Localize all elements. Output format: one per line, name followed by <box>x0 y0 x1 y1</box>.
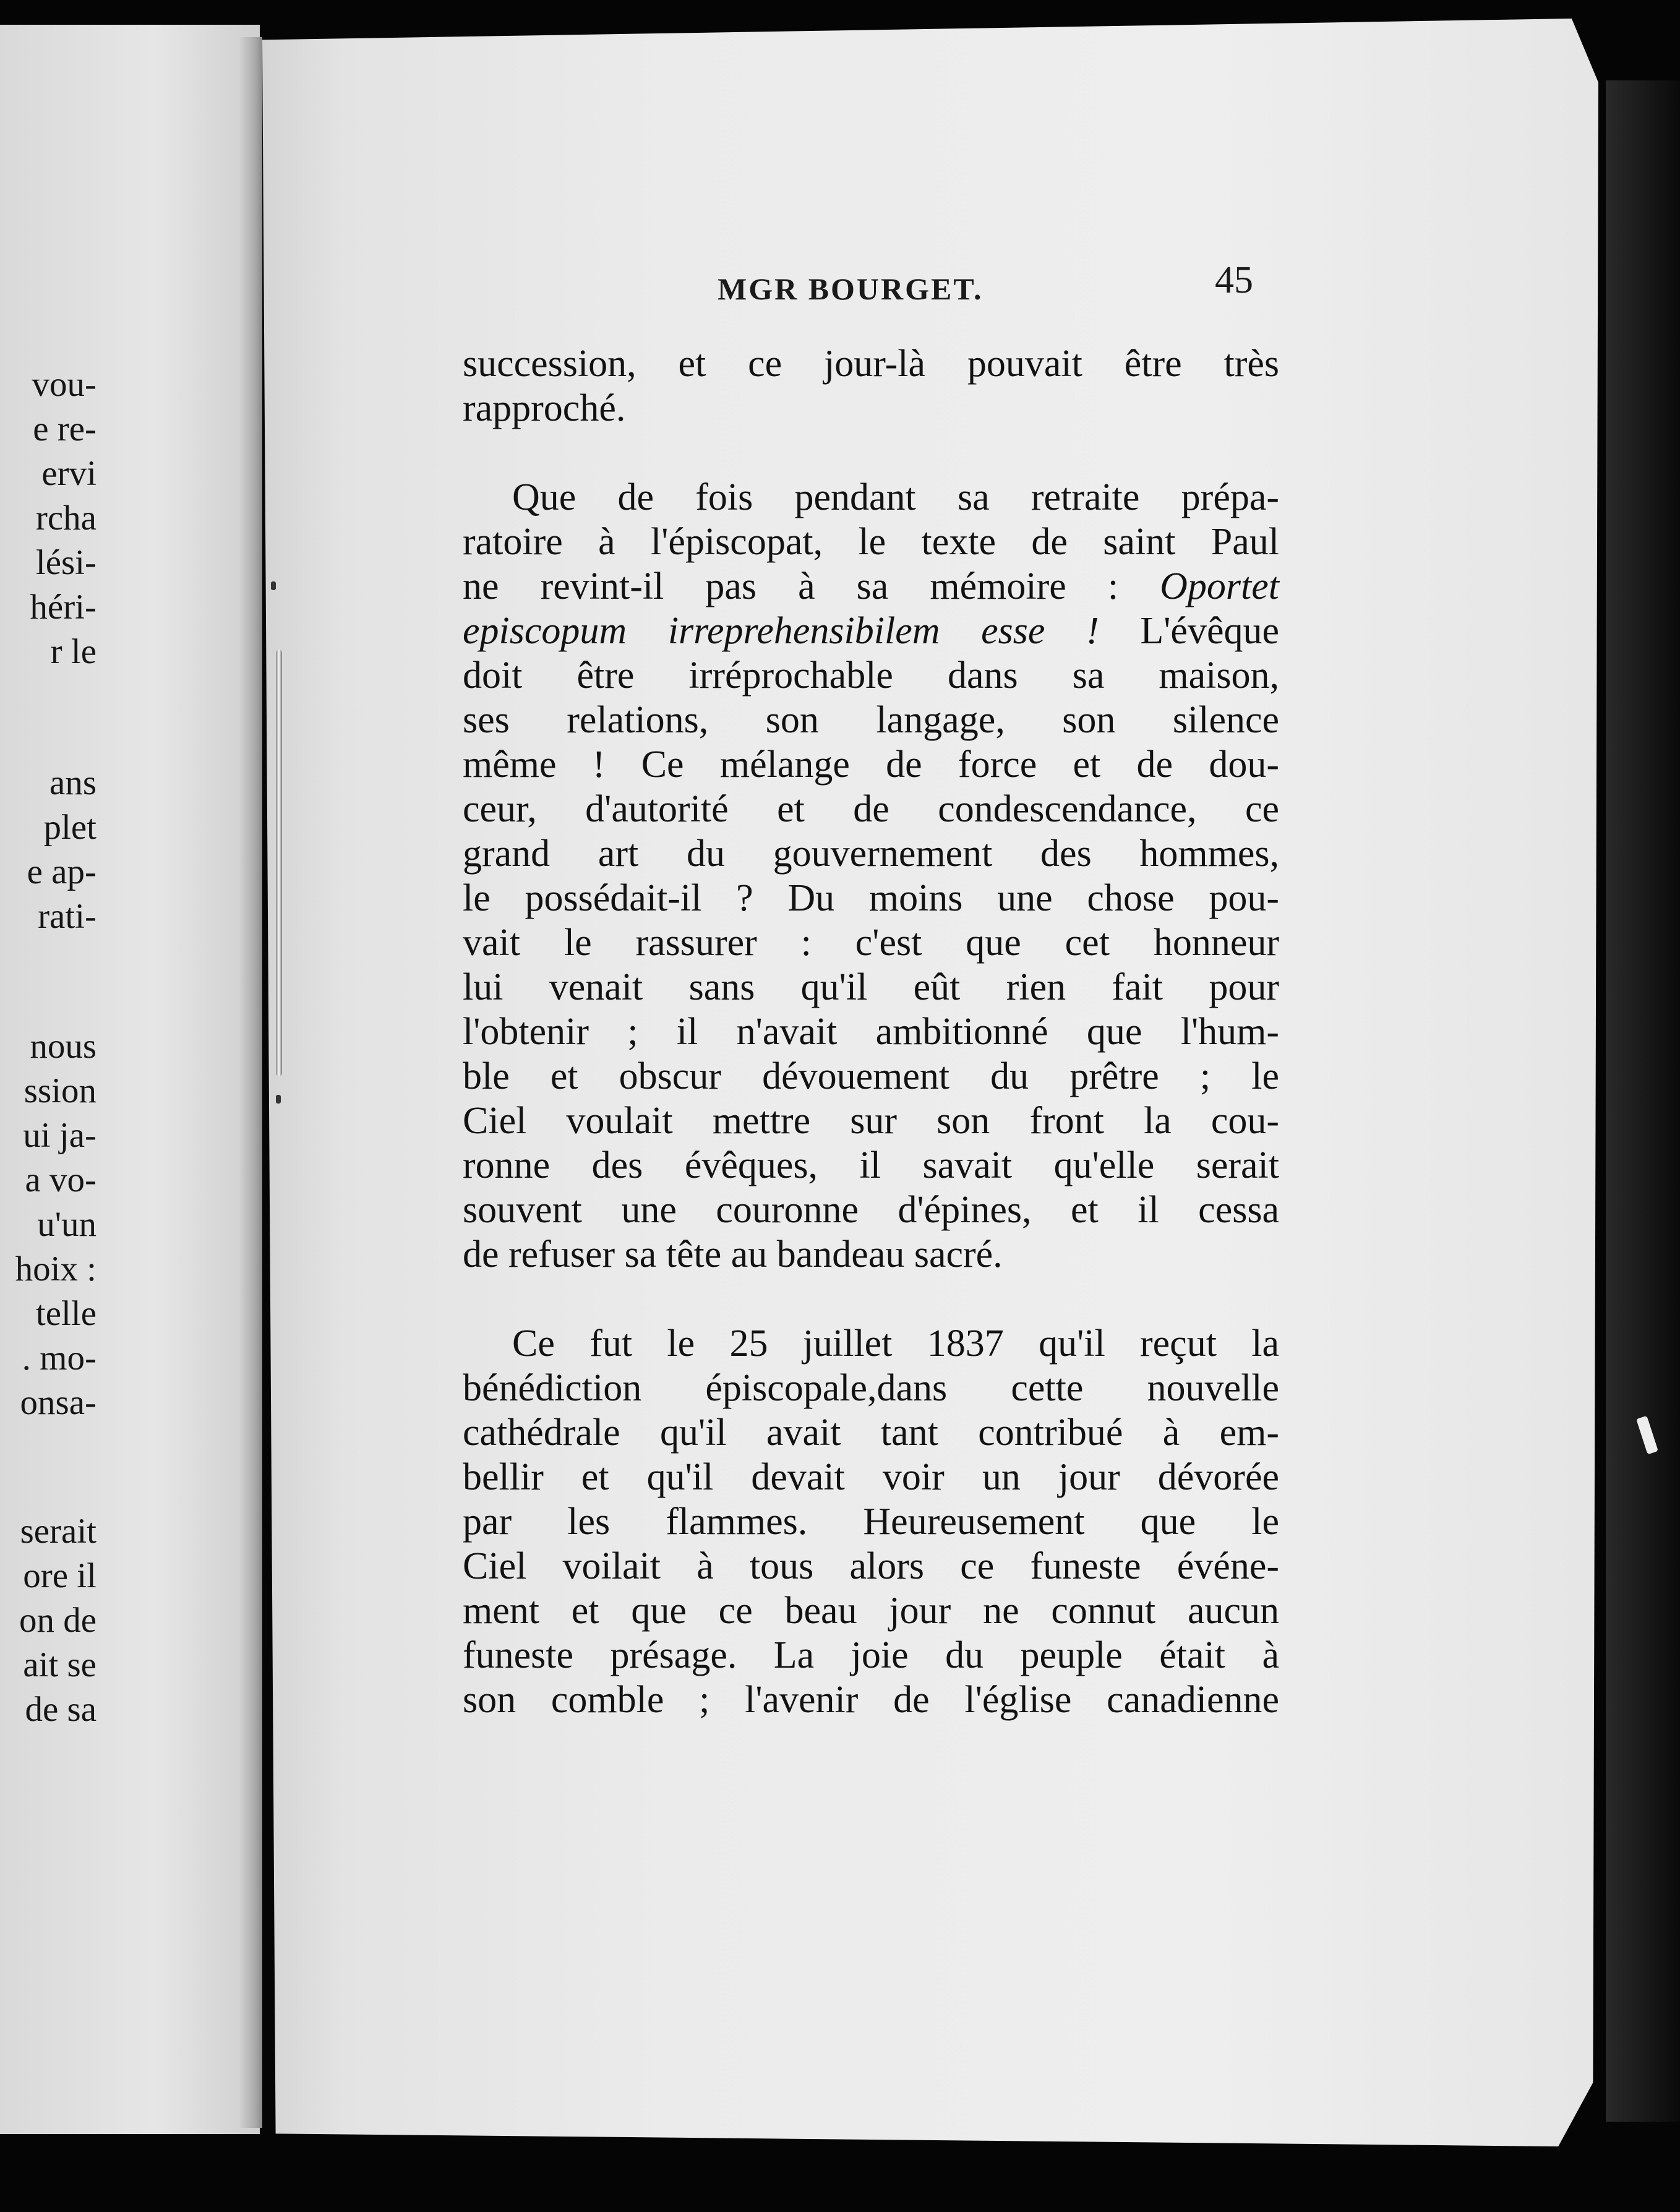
text-line: rapproché. <box>463 387 626 429</box>
left-line: e ap- <box>27 852 96 891</box>
text-line: ronne des évêques, il savait qu'elle serait <box>463 1144 1279 1186</box>
binding-stitch <box>276 649 282 1076</box>
text-line: souvent une couronne d'épines, et il cessa <box>463 1189 1279 1231</box>
left-line: héri- <box>30 588 96 627</box>
text-line: Ciel voulait mettre sur son front la cou- <box>463 1100 1279 1142</box>
left-line: e re- <box>33 409 96 448</box>
text-line: son comble ; l'avenir de l'église canadienne <box>463 1679 1279 1721</box>
text-line: Ciel voilait à tous alors ce funeste événe- <box>463 1545 1279 1587</box>
left-line: hoix : <box>15 1250 96 1288</box>
left-line: u'un <box>37 1205 96 1244</box>
left-line: lési- <box>35 543 96 582</box>
binding-stitch-mark <box>271 581 276 590</box>
page-stack-edge <box>1606 80 1680 2122</box>
left-line: a vo- <box>25 1160 96 1199</box>
left-line: plet <box>43 808 96 847</box>
text-line: lui venait sans qu'il eût rien fait pour <box>463 966 1279 1008</box>
left-line: nous <box>30 1027 96 1066</box>
left-line: . mo- <box>22 1339 96 1378</box>
text-line <box>463 609 1279 653</box>
paragraph <box>463 341 1279 431</box>
text-line: cathédrale qu'il avait tant contribué à em- <box>463 1412 1279 1454</box>
left-line: ervi <box>41 454 96 493</box>
body-text <box>463 341 1279 1722</box>
left-line: rati- <box>38 897 96 936</box>
text-line: même ! Ce mélange de force et de dou- <box>463 744 1279 786</box>
left-line: serait <box>20 1512 96 1551</box>
text-line: bellir et qu'il devait voir un jour dévorée <box>463 1456 1279 1498</box>
text-line: le possédait-il ? Du moins une chose pou- <box>463 877 1279 919</box>
text-line: ses relations, son langage, son silence <box>463 699 1279 741</box>
text-line: vait le rassurer : c'est que cet honneur <box>463 922 1279 964</box>
text-line: doit être irréprochable dans sa maison, <box>463 654 1279 697</box>
text-fragment: ne revint-il pas à sa mémoire : <box>463 565 1160 607</box>
left-line: rcha <box>35 499 96 538</box>
running-head: MGR BOURGET. <box>718 272 984 306</box>
text-line: succession, et ce jour-là pouvait être très <box>463 343 1279 385</box>
page-number: 45 <box>1215 259 1253 301</box>
left-page-edge <box>240 37 262 2128</box>
left-line: ore il <box>23 1556 96 1595</box>
binding-stitch-mark <box>276 1095 281 1104</box>
text-line: ratoire à l'épiscopat, le texte de saint Paul <box>463 521 1279 563</box>
text-line: funeste présage. La joie du peuple était à <box>463 1634 1279 1676</box>
left-line: ui ja- <box>23 1116 96 1155</box>
left-line: de sa <box>25 1690 96 1729</box>
text-line: ment et que ce beau jour ne connut aucun <box>463 1590 1279 1632</box>
text-line: bénédiction épiscopale,dans cette nouvelle <box>463 1367 1279 1409</box>
text-line: Ce fut le 25 juillet 1837 qu'il reçut la <box>512 1322 1279 1365</box>
text-line: ceur, d'autorité et de condescendance, ce <box>463 788 1279 830</box>
text-line: ble et obscur dévouement du prêtre ; le <box>463 1055 1279 1097</box>
text-line: l'obtenir ; il n'avait ambitionné que l'hum- <box>463 1011 1279 1053</box>
latin-quote: Oportet <box>1160 565 1279 607</box>
text-line: Que de fois pendant sa retraite prépa- <box>512 476 1279 518</box>
text-line: par les flammes. Heureusement que le <box>463 1501 1279 1543</box>
left-line: telle <box>35 1294 96 1333</box>
left-line: ait se <box>23 1645 96 1684</box>
left-line: on de <box>19 1601 96 1640</box>
paragraph <box>463 1321 1279 1722</box>
latin-quote: episcopum irreprehensibilem esse ! <box>463 610 1099 652</box>
text-fragment: L'évêque <box>1099 610 1279 652</box>
paragraph <box>463 475 1279 1277</box>
text-line <box>463 564 1279 609</box>
left-line: ssion <box>24 1071 96 1110</box>
left-line: vou- <box>32 365 96 404</box>
text-line: de refuser sa tête au bandeau sacré. <box>463 1233 1003 1275</box>
text-line: grand art du gouvernement des hommes, <box>463 833 1279 875</box>
left-line: ans <box>49 763 96 802</box>
left-line: onsa- <box>20 1383 96 1422</box>
left-line: r le <box>50 632 96 671</box>
